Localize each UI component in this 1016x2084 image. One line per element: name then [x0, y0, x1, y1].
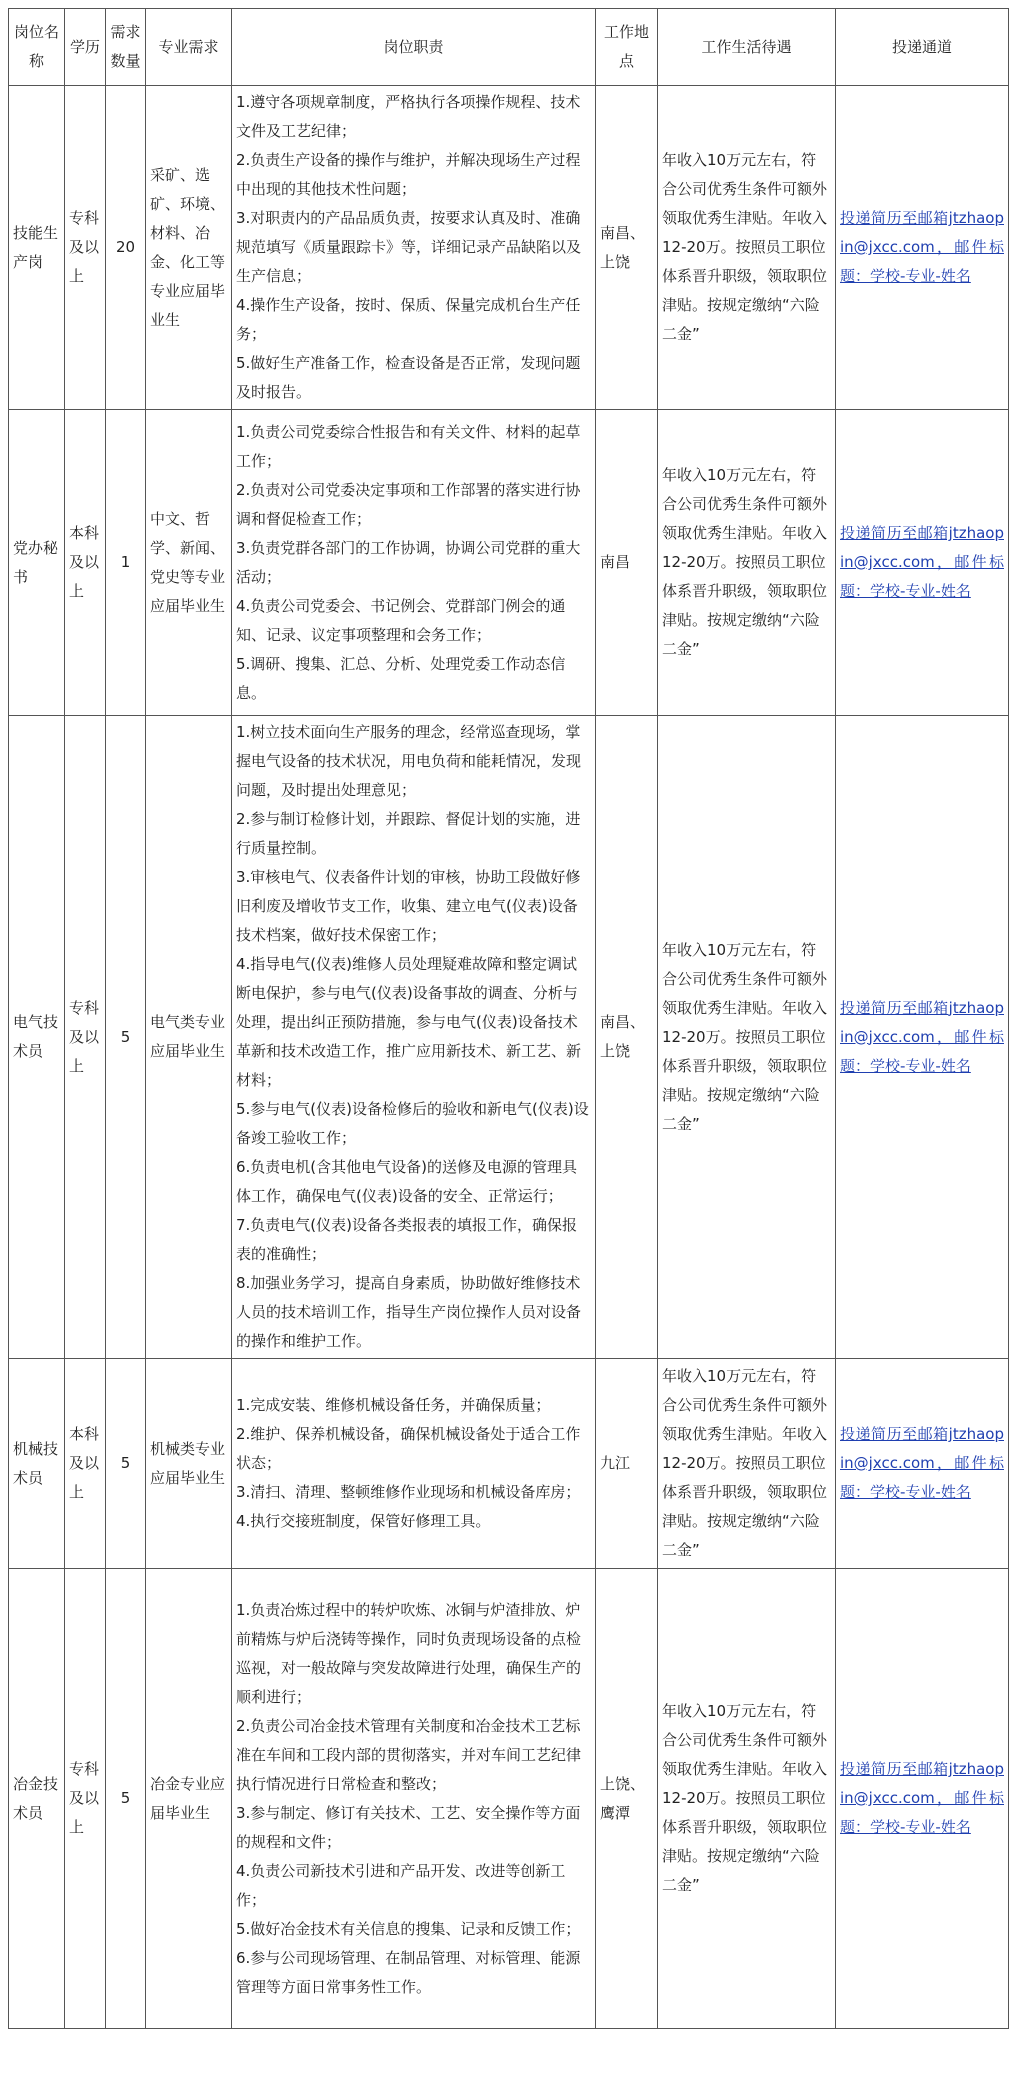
- table-row: [9, 410, 1009, 716]
- duty-item: 4.负责公司新技术引进和产品开发、改进等创新工作；: [236, 1861, 566, 1909]
- cell-position: 电气技术员: [9, 716, 65, 1359]
- duty-item: 1.完成安装、维修机械设备任务，并确保质量；: [236, 1396, 551, 1414]
- cell-count: 5: [106, 1569, 146, 2029]
- cell-major: 电气类专业应届毕业生: [146, 716, 232, 1359]
- duty-item: 2.负责生产设备的操作与维护，并解决现场生产过程中出现的其他技术性问题；: [236, 151, 581, 198]
- cell-duties: [232, 716, 596, 1359]
- duty-item: 5.做好冶金技术有关信息的搜集、记录和反馈工作；: [236, 1919, 581, 1938]
- cell-position: 冶金技术员: [9, 1569, 65, 2029]
- cell-position: 党办秘书: [9, 410, 65, 716]
- cell-education: 专科及以上: [65, 1569, 106, 2029]
- duty-item: 3.负责党群各部门的工作协调，协调公司党群的重大活动；: [236, 538, 581, 586]
- header-benefits: 工作生活待遇: [658, 9, 836, 86]
- duty-list: [236, 1596, 591, 2002]
- duty-item: 3.对职责内的产品品质负责，按要求认真及时、准确规范填写《质量跟踪卡》等，详细记录产品缺陷以及生产信息；: [236, 209, 582, 285]
- duty-item: 1.树立技术面向生产服务的理念，经常巡查现场，掌握电气设备的技术状况，用电负荷和能耗情况，发现问题，及时提出处理意见；: [236, 723, 582, 799]
- cell-location: 南昌、上饶: [596, 86, 658, 410]
- duty-item: 5.做好生产准备工作，检查设备是否正常，发现问题及时报告。: [236, 354, 581, 401]
- cell-education: 专科及以上: [65, 716, 106, 1359]
- duty-item: 4.指导电气(仪表)维修人员处理疑难故障和整定调试断电保护，参与电气(仪表)设备事故的调查、分析与处理，提出纠正预防措施，参与电气(仪表)设备技术革新和技术改造工作，推广应用新技术、新工艺、新材料；: [236, 955, 582, 1089]
- cell-duties: [232, 1569, 596, 2029]
- cell-duties: [232, 1359, 596, 1569]
- duty-item: 6.负责电机(含其他电气设备)的送修及电源的管理具体工作，确保电气(仪表)设备的安全、正常运行；: [236, 1158, 578, 1205]
- duty-list: [236, 88, 591, 407]
- duty-item: 3.参与制定、修订有关技术、工艺、安全操作等方面的规程和文件；: [236, 1803, 581, 1851]
- table-row: [9, 86, 1009, 410]
- cell-duties: [232, 86, 596, 410]
- header-education: 学历: [65, 9, 106, 86]
- table-row: [9, 1359, 1009, 1569]
- cell-major: 机械类专业应届毕业生: [146, 1359, 232, 1569]
- cell-position: 机械技术员: [9, 1359, 65, 1569]
- duty-item: 2.负责公司冶金技术管理有关制度和冶金技术工艺标准在车间和工段内部的贯彻落实，并对车间工艺纪律执行情况进行日常检查和整改；: [236, 1716, 582, 1793]
- cell-channel: [836, 1359, 1009, 1569]
- duty-item: 1.负责冶炼过程中的转炉吹炼、冰铜与炉渣排放、炉前精炼与炉后浇铸等操作，同时负责现场设备的点检巡视，对一般故障与突发故障进行处理，确保生产的顺利进行；: [236, 1600, 582, 1706]
- email-link[interactable]: 投递简历至邮箱jtzhaopin@jxcc.com，邮件标题：学校-专业-姓名: [840, 1760, 1004, 1836]
- cell-benefits: 年收入10万元左右，符合公司优秀生条件可额外领取优秀生津贴。年收入12-20万。按照员工职位体系晋升职级，领取职位津贴。按规定缴纳“六险二金”: [658, 1569, 836, 2029]
- cell-education: 专科及以上: [65, 86, 106, 410]
- cell-count: 20: [106, 86, 146, 410]
- duty-item: 8.加强业务学习，提高自身素质，协助做好维修技术人员的技术培训工作，指导生产岗位操作人员对设备的操作和维护工作。: [236, 1274, 582, 1350]
- duty-item: 1.负责公司党委综合性报告和有关文件、材料的起草工作；: [236, 422, 581, 470]
- header-position: 岗位名称: [9, 9, 65, 86]
- duty-item: 4.操作生产设备，按时、保质、保量完成机台生产任务；: [236, 296, 581, 343]
- cell-count: 5: [106, 716, 146, 1359]
- cell-benefits: 年收入10万元左右，符合公司优秀生条件可额外领取优秀生津贴。年收入12-20万。按照员工职位体系晋升职级，领取职位津贴。按规定缴纳“六险二金”: [658, 410, 836, 716]
- duty-item: 4.执行交接班制度，保管好修理工具。: [236, 1512, 491, 1530]
- job-table: [8, 8, 1009, 2029]
- cell-count: 5: [106, 1359, 146, 1569]
- duty-item: 4.负责公司党委会、书记例会、党群部门例会的通知、记录、议定事项整理和会务工作；: [236, 596, 566, 644]
- header-location: 工作地点: [596, 9, 658, 86]
- cell-benefits: 年收入10万元左右，符合公司优秀生条件可额外领取优秀生津贴。年收入12-20万。按照员工职位体系晋升职级，领取职位津贴。按规定缴纳“六险二金”: [658, 1359, 836, 1569]
- email-link[interactable]: 投递简历至邮箱jtzhaopin@jxcc.com，邮件标题：学校-专业-姓名: [840, 998, 1004, 1075]
- cell-position: 技能生产岗: [9, 86, 65, 410]
- email-link[interactable]: 投递简历至邮箱jtzhaopin@jxcc.com，邮件标题：学校-专业-姓名: [840, 1425, 1004, 1501]
- header-duties: 岗位职责: [232, 9, 596, 86]
- cell-benefits: 年收入10万元左右，符合公司优秀生条件可额外领取优秀生津贴。年收入12-20万。按照员工职位体系晋升职级，领取职位津贴。按规定缴纳“六险二金”: [658, 86, 836, 410]
- duty-item: 5.参与电气(仪表)设备检修后的验收和新电气(仪表)设备竣工验收工作；: [236, 1100, 589, 1147]
- duty-item: 3.审核电气、仪表备件计划的审核，协助工段做好修旧利废及增收节支工作，收集、建立电气(仪表)设备技术档案，做好技术保密工作；: [236, 868, 581, 944]
- duty-list: [236, 418, 591, 708]
- table-row: [9, 716, 1009, 1359]
- duty-item: 6.参与公司现场管理、在制品管理、对标管理、能源管理等方面日常事务性工作。: [236, 1948, 581, 1996]
- duty-item: 3.清扫、清理、整顿维修作业现场和机械设备库房；: [236, 1483, 581, 1501]
- cell-location: 上饶、鹰潭: [596, 1569, 658, 2029]
- table-row: [9, 1569, 1009, 2029]
- header-major: 专业需求: [146, 9, 232, 86]
- cell-channel: [836, 86, 1009, 410]
- duty-list: [236, 718, 591, 1356]
- cell-location: 南昌、上饶: [596, 716, 658, 1359]
- duty-item: 2.负责对公司党委决定事项和工作部署的落实进行协调和督促检查工作；: [236, 480, 581, 528]
- cell-count: 1: [106, 410, 146, 716]
- cell-channel: [836, 410, 1009, 716]
- cell-location: 南昌: [596, 410, 658, 716]
- cell-major: 中文、哲学、新闻、党史等专业应届毕业生: [146, 410, 232, 716]
- cell-major: 冶金专业应届毕业生: [146, 1569, 232, 2029]
- duty-list: [236, 1391, 591, 1536]
- duty-item: 7.负责电气(仪表)设备各类报表的填报工作，确保报表的准确性；: [236, 1216, 578, 1263]
- job-table-body: [9, 86, 1009, 2029]
- email-link[interactable]: 投递简历至邮箱jtzhaopin@jxcc.com，邮件标题：学校-专业-姓名: [840, 209, 1004, 285]
- email-link[interactable]: 投递简历至邮箱jtzhaopin@jxcc.com，邮件标题：学校-专业-姓名: [840, 524, 1004, 600]
- cell-education: 本科及以上: [65, 1359, 106, 1569]
- cell-duties: [232, 410, 596, 716]
- duty-item: 5.调研、搜集、汇总、分析、处理党委工作动态信息。: [236, 654, 566, 702]
- duty-item: 2.维护、保养机械设备，确保机械设备处于适合工作状态；: [236, 1425, 581, 1472]
- cell-benefits: 年收入10万元左右，符合公司优秀生条件可额外领取优秀生津贴。年收入12-20万。按照员工职位体系晋升职级，领取职位津贴。按规定缴纳“六险二金”: [658, 716, 836, 1359]
- duty-item: 1.遵守各项规章制度，严格执行各项操作规程、技术文件及工艺纪律；: [236, 93, 581, 140]
- duty-item: 2.参与制订检修计划，并跟踪、督促计划的实施，进行质量控制。: [236, 810, 581, 857]
- header-channel: 投递通道: [836, 9, 1009, 86]
- cell-education: 本科及以上: [65, 410, 106, 716]
- cell-location: 九江: [596, 1359, 658, 1569]
- cell-channel: [836, 1569, 1009, 2029]
- header-row: [9, 9, 1009, 86]
- header-count: 需求数量: [106, 9, 146, 86]
- cell-major: 采矿、选矿、环境、材料、冶金、化工等专业应届毕业生: [146, 86, 232, 410]
- cell-channel: [836, 716, 1009, 1359]
